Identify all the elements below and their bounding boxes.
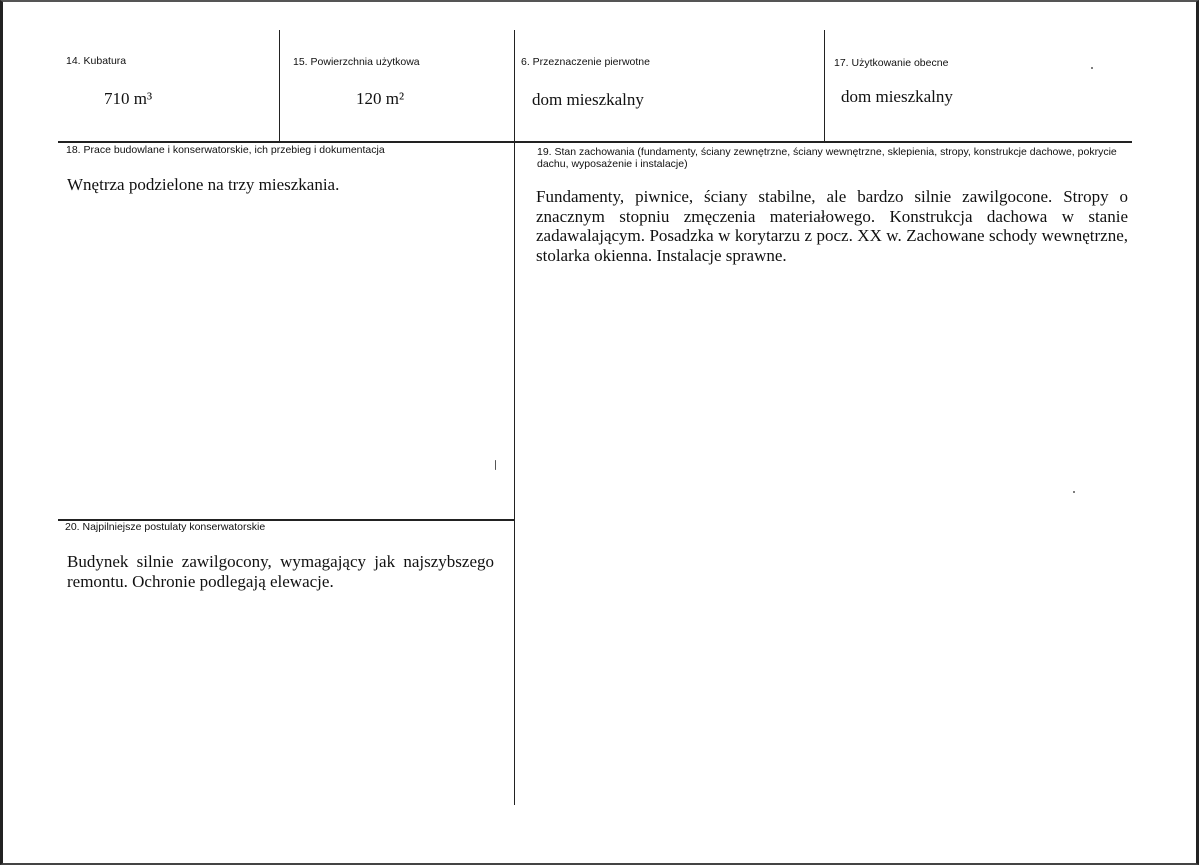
scan-speck — [495, 460, 496, 470]
scan-speck — [1091, 67, 1093, 69]
kubatura-value: 710 m³ — [104, 89, 153, 108]
powierzchnia-value: 120 m² — [356, 89, 405, 108]
uzytkowanie-label: 17. Użytkowanie obecne — [834, 57, 949, 69]
divider-2 — [514, 30, 515, 805]
przeznaczenie-value: dom mieszkalny — [532, 90, 644, 109]
scan-speck — [1073, 491, 1075, 493]
stan-label: 19. Stan zachowania (fundamenty, ściany zewnętrzne, ściany wewnętrzne, sklepienia, stropy, konstrukcje dachowe, pokrycie dachu, wyposażenie i instalacje) — [537, 146, 1117, 170]
row-divider-top — [58, 141, 1132, 143]
postulaty-label: 20. Najpilniejsze postulaty konserwatorskie — [65, 521, 266, 533]
uzytkowanie-value: dom mieszkalny — [841, 87, 953, 106]
divider-1 — [279, 30, 280, 141]
prace-label: 18. Prace budowlane i konserwatorskie, ich przebieg i dokumentacja — [66, 144, 385, 156]
prace-value: Wnętrza podzielone na trzy mieszkania. — [67, 175, 340, 194]
powierzchnia-label: 15. Powierzchnia użytkowa — [293, 56, 420, 68]
przeznaczenie-label: 6. Przeznaczenie pierwotne — [521, 56, 650, 68]
divider-3 — [824, 30, 825, 141]
postulaty-value: Budynek silnie zawilgocony, wymagający jak najszybszego remontu. Ochronie podlegają elewacje. — [67, 552, 494, 591]
stan-value: Fundamenty, piwnice, ściany stabilne, ale bardzo silnie zawilgocone. Stropy o znacznym stopniu zmęczenia materiałowego. Konstrukcja dachowa w stanie zadawalającym. Posadzka w korytarzu z pocz. XX w. Zachowane schody wewnętrzne, stolarka okienna. Instalacje sprawne. — [536, 187, 1128, 265]
kubatura-label: 14. Kubatura — [66, 55, 127, 67]
